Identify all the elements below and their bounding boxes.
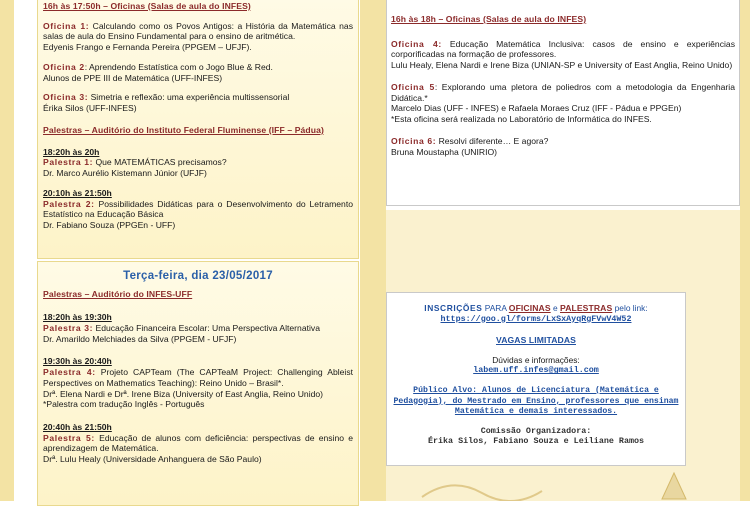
oficina-6-label: Oficina 6: bbox=[391, 135, 437, 146]
palestra-1-speaker: Dr. Marco Aurélio Kistemann Júnior (UFJF) bbox=[43, 168, 207, 179]
oficina-2 bbox=[43, 62, 353, 83]
palestra-1-label: Palestra 1: bbox=[43, 157, 94, 168]
oficinas-header: 16h às 17:50h – Oficinas (Salas de aula do INFES) bbox=[43, 1, 251, 11]
palestra-4 bbox=[43, 356, 353, 410]
schedule-panel-lower bbox=[37, 261, 359, 506]
oficina-3-label: Oficina 3: bbox=[43, 92, 89, 103]
inscricoes-para: PARA bbox=[484, 303, 507, 313]
oficina-1-title: Calculando como os Povos Antigos: a História da Matemática nas salas de aula do Ensino Fundamental para o ensino de aritmética. bbox=[43, 20, 353, 42]
oficina-5-title: : Explorando uma pletora de poliedros com a metodologia da Engenharia Didática.* bbox=[391, 81, 735, 103]
palestra-1 bbox=[43, 147, 353, 179]
palestra-2-speaker: Dr. Fabiano Souza (PPGEn - UFF) bbox=[43, 220, 176, 231]
inscricoes-line bbox=[393, 303, 679, 314]
palestra-5-label: Palestra 5: bbox=[43, 432, 95, 443]
day-title: Terça-feira, dia 23/05/2017 bbox=[123, 270, 273, 282]
oficina-1-label: Oficina 1: bbox=[43, 20, 90, 31]
decorative-sketch-icon bbox=[412, 471, 722, 501]
vagas-limitadas: VAGAS LIMITADAS bbox=[496, 335, 576, 346]
inscricoes-oficinas: OFICINAS bbox=[508, 303, 551, 313]
inscricoes-pelo-link: pelo link: bbox=[614, 303, 648, 313]
inscricoes-palestras: PALESTRAS bbox=[560, 303, 613, 313]
oficina-4-label: Oficina 4: bbox=[391, 38, 442, 49]
oficina-2-label: Oficina 2 bbox=[43, 61, 85, 72]
oficina-3 bbox=[43, 92, 353, 113]
oficina-3-title: Simetria e reflexão: uma experiência multissensorial bbox=[90, 92, 290, 103]
oficina-6-title: Resolvi diferente… E agora? bbox=[438, 135, 549, 146]
palestra-3-label: Palestra 3: bbox=[43, 322, 94, 333]
palestra-1-title: Que MATEMÁTICAS precisamos? bbox=[95, 157, 227, 168]
info-box bbox=[386, 292, 686, 466]
inscricoes-word: INSCRIÇÕES bbox=[424, 303, 483, 313]
palestra-3 bbox=[43, 312, 353, 344]
gold-band-middle bbox=[360, 0, 386, 501]
palestra-5 bbox=[43, 422, 353, 465]
palestra-4-title: Projeto CAPTeam (The CAPTeaM Project: Challenging Ableist Perspectives on Mathematics Teaching): Reino Unido – Brasil*. bbox=[43, 367, 354, 388]
comissao-title: Comissão Organizadora: bbox=[480, 425, 592, 436]
palestra-5-title: Educação de alunos com deficiência: perspectivas de ensino e aprendizagem de Matemática. bbox=[43, 432, 354, 454]
oficina-6 bbox=[391, 136, 735, 157]
oficinas-right-header: 16h às 18h – Oficinas (Salas de aula do INFES) bbox=[391, 14, 587, 24]
oficina-1 bbox=[43, 21, 353, 53]
oficina-5-note: *Esta oficina será realizada no Laboratório de Informática do INFES. bbox=[391, 114, 652, 125]
oficina-5-label: Oficina 5 bbox=[391, 81, 435, 92]
palestra-2-label: Palestra 2: bbox=[43, 198, 95, 209]
oficina-4-authors: Lulu Healy, Elena Nardi e Irene Biza (UNIAN-SP e University of East Anglia, Reino Unido) bbox=[391, 60, 733, 71]
palestra-1-time: 18:20h às 20h bbox=[43, 146, 100, 157]
palestra-4-label: Palestra 4: bbox=[43, 367, 96, 378]
palestra-2-time: 20:10h às 21:50h bbox=[43, 187, 112, 198]
oficina-5 bbox=[391, 82, 735, 125]
oficina-1-authors: Edyenis Frango e Fernanda Pereira (PPGEM – UFJF). bbox=[43, 42, 252, 53]
gold-band-left bbox=[0, 0, 14, 501]
registration-link[interactable]: https://goo.gl/forms/LxSxAyqRgFVwV4W52 bbox=[440, 313, 632, 324]
palestra-5-speaker: Drª. Lulu Healy (Universidade Anhanguera de São Paulo) bbox=[43, 454, 262, 465]
oficina-2-title: : Aprendendo Estatística com o Jogo Blue & Red. bbox=[84, 61, 273, 72]
palestras-infes-header: Palestras – Auditório do INFES-UFF bbox=[43, 289, 193, 300]
palestra-4-note: *Palestra com tradução Inglês - Português bbox=[43, 399, 205, 410]
contact-email[interactable]: labem.uff.infes@gmail.com bbox=[473, 365, 599, 376]
palestra-3-speaker: Dr. Amarildo Melchiades da Silva (PPGEM - UFJF) bbox=[43, 333, 237, 344]
palestra-2 bbox=[43, 188, 353, 231]
gold-band-right bbox=[740, 0, 750, 501]
palestra-3-title: Educação Financeira Escolar: Uma Perspectiva Alternativa bbox=[95, 322, 320, 333]
oficina-5-authors: Marcelo Dias (UFF - INFES) e Rafaela Moraes Cruz (IFF - Pádua e PPGEn) bbox=[391, 103, 682, 114]
palestra-5-time: 20:40h às 21:50h bbox=[43, 421, 112, 432]
comissao-names: Érika Silos, Fabiano Souza e Leiliane Ramos bbox=[427, 436, 645, 447]
oficina-6-authors: Bruna Moustapha (UNIRIO) bbox=[391, 146, 498, 157]
inscricoes-e: e bbox=[553, 303, 558, 313]
palestra-3-time: 18:20h às 19:30h bbox=[43, 312, 112, 323]
oficina-3-authors: Érika Silos (UFF-INFES) bbox=[43, 103, 137, 114]
oficinas-panel-right bbox=[386, 0, 740, 206]
schedule-panel-upper bbox=[37, 0, 359, 259]
oficina-4 bbox=[391, 39, 735, 71]
publico-alvo: Público Alvo: Alunos de Licenciatura (Matemática e Pedagogia), do Mestrado em Ensino, professores que ensinam Matemática e demais interessados. bbox=[393, 385, 679, 417]
duvidas-label: Dúvidas e informações: bbox=[492, 354, 580, 365]
palestra-4-time: 19:30h às 20:40h bbox=[43, 356, 112, 367]
palestra-4-speaker: Drª. Elena Nardi e Drª. Irene Biza (University of East Anglia, Reino Unido) bbox=[43, 388, 324, 399]
palestras-iff-header: Palestras – Auditório do Instituto Federal Fluminense (IFF – Pádua) bbox=[43, 124, 324, 135]
oficina-4-title: Educação Matemática Inclusiva: casos de ensino e experiências corporificadas na formação de professores. bbox=[391, 38, 735, 60]
palestra-2-title: Possibilidades Didáticas para o Desenvolvimento do Letramento Estatístico na Educação Básica bbox=[43, 198, 353, 220]
oficina-2-authors: Alunos de PPE III de Matemática (UFF-INFES) bbox=[43, 72, 223, 83]
